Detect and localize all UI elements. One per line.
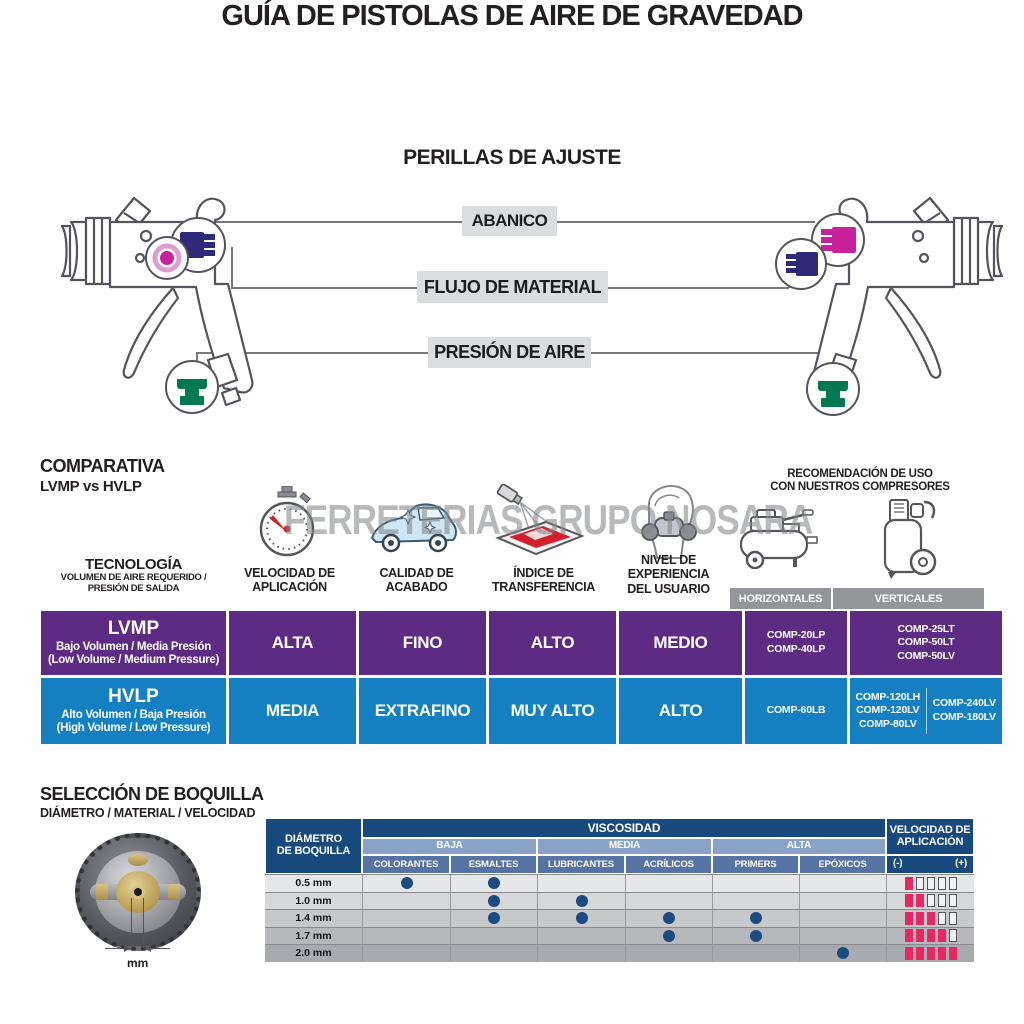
material-dot <box>663 912 675 924</box>
speed-segment-filled <box>927 929 935 942</box>
nozzle-dot-cell <box>450 909 537 927</box>
nozzle-dot-cell <box>450 892 537 910</box>
material-dot <box>663 930 675 942</box>
compressor-vertical-icon <box>876 496 942 580</box>
column-header-nivel: NIVEL DE EXPERIENCIA DEL USUARIO <box>627 553 710 596</box>
hvlp-calidad: EXTRAFINO <box>359 678 486 744</box>
nozzle-dot-cell <box>712 944 799 962</box>
column-header-tecnologia: TECNOLOGÍA VOLUMEN DE AIRE REQUERIDO / PRESIÓN DE SALIDA <box>60 556 207 595</box>
speed-segment-filled <box>905 947 913 960</box>
nozzle-dot-cell <box>537 927 625 945</box>
material-dot <box>576 912 588 924</box>
speed-segment-filled <box>949 947 957 960</box>
hvlp-tech-cell: HVLP Alto Volumen / Baja Presión (High Volume / Low Pressure) <box>41 678 226 744</box>
lvmp-nivel: MEDIO <box>619 611 742 675</box>
mm-arrowhead-right <box>144 944 151 952</box>
nozzle-row-diameter: 1.0 mm <box>265 892 362 910</box>
nozzle-dot-cell <box>799 892 886 910</box>
nozzle-dot-cell <box>625 874 712 892</box>
nozzle-row-diameter: 0.5 mm <box>265 874 362 892</box>
lvmp-calidad: FINO <box>359 611 486 675</box>
comparison-table <box>41 611 1002 744</box>
material-dot <box>837 947 849 959</box>
speed-minus: (-) <box>893 858 903 870</box>
viscosity-header: VISCOSIDAD <box>362 818 886 838</box>
speed-segment-filled <box>938 947 946 960</box>
speed-segment-empty <box>949 877 957 890</box>
lvmp-horizontales: COMP-20LP COMP-40LP <box>745 611 847 675</box>
speed-scale-row <box>886 855 974 874</box>
nozzle-dot-cell <box>537 892 625 910</box>
material-primers: PRIMERS <box>712 855 799 874</box>
speed-segment-empty <box>949 912 957 925</box>
flujo-line-right <box>608 287 789 289</box>
hvlp-horizontales: COMP-60LB <box>745 678 847 744</box>
nozzle-dot-cell <box>362 892 450 910</box>
nozzle-horn-left <box>96 884 108 900</box>
nozzle-dot-cell <box>537 944 625 962</box>
material-dot <box>750 912 762 924</box>
lvmp-indice: ALTO <box>489 611 616 675</box>
mm-guide-left <box>131 898 132 948</box>
nozzle-top-nub <box>128 854 148 866</box>
nozzle-table <box>265 818 974 962</box>
speed-segment-empty <box>938 894 946 907</box>
lvmp-velocidad: ALTA <box>229 611 356 675</box>
speed-segment-filled <box>916 912 924 925</box>
speed-rating-cell <box>886 944 974 962</box>
nozzle-dot-cell <box>712 927 799 945</box>
nozzle-dot-cell <box>712 892 799 910</box>
nozzle-dot-cell <box>799 927 886 945</box>
presion-knob-icon <box>805 361 861 417</box>
presion-knob-icon <box>164 359 220 415</box>
nozzle-dot-cell <box>799 944 886 962</box>
speed-segment-filled <box>905 894 913 907</box>
group-baja: BAJA <box>362 838 537 855</box>
horizontales-bar: HORIZONTALES <box>730 588 831 609</box>
column-header-calidad: CALIDAD DE ACABADO <box>379 566 454 595</box>
speed-segment-filled <box>905 912 913 925</box>
lvmp-verticales: COMP-25LT COMP-50LT COMP-50LV <box>850 611 1002 675</box>
nozzle-dot-cell <box>537 909 625 927</box>
nozzle-dot-cell <box>362 874 450 892</box>
speed-header: VELOCIDAD DE APLICACIÓN <box>886 818 974 855</box>
nozzle-horn-right <box>168 884 180 900</box>
hvlp-indice: MUY ALTO <box>489 678 616 744</box>
hvlp-verticales: COMP-120LH COMP-120LV COMP-80LV COMP-240LV COMP-180LV <box>850 678 1002 744</box>
speed-plus: (+) <box>955 858 967 870</box>
nozzle-row-diameter: 2.0 mm <box>265 944 362 962</box>
material-dot <box>488 877 500 889</box>
flujo-knob-icon <box>773 236 829 292</box>
presion-label: PRESIÓN DE AIRE <box>428 337 591 368</box>
nozzle-dot-cell <box>450 927 537 945</box>
mm-label: mm <box>127 956 149 970</box>
hvlp-velocidad: MEDIA <box>229 678 356 744</box>
nozzle-dot-cell <box>799 909 886 927</box>
nozzle-dot-cell <box>625 944 712 962</box>
nozzle-dot-cell <box>625 909 712 927</box>
material-dot <box>488 912 500 924</box>
hvlp-nivel: ALTO <box>619 678 742 744</box>
nozzle-dot-cell <box>537 874 625 892</box>
material-colorantes: COLORANTES <box>362 855 450 874</box>
comparison-subheading: LVMP vs HVLP <box>40 478 142 495</box>
nozzle-row-diameter: 1.4 mm <box>265 909 362 927</box>
nozzle-dot-cell <box>450 944 537 962</box>
material-dot <box>576 895 588 907</box>
nozzle-dot-cell <box>450 874 537 892</box>
nozzle-dot-cell <box>362 927 450 945</box>
speed-segment-empty <box>916 877 924 890</box>
knobs-section-title: PERILLAS DE AJUSTE <box>403 146 621 169</box>
nozzle-dot-cell <box>362 944 450 962</box>
compressor-recommendation-header: RECOMENDACIÓN DE USO CON NUESTROS COMPRESORES <box>770 468 950 494</box>
speed-segment-filled <box>927 947 935 960</box>
speed-segment-empty <box>938 912 946 925</box>
speed-segment-empty <box>927 894 935 907</box>
speed-segment-filled <box>905 877 913 890</box>
nozzle-dot-cell <box>799 874 886 892</box>
nozzle-heading: SELECCIÓN DE BOQUILLA <box>40 784 264 804</box>
speed-segment-filled <box>927 912 935 925</box>
material-dot <box>488 895 500 907</box>
mm-arrowhead-left <box>124 944 131 952</box>
speed-segment-filled <box>916 929 924 942</box>
group-media: MEDIA <box>537 838 712 855</box>
lvmp-tech-cell: LVMP Bajo Volumen / Media Presión (Low Volume / Medium Pressure) <box>41 611 226 675</box>
speed-segment-filled <box>916 947 924 960</box>
speed-segment-filled <box>916 894 924 907</box>
nozzle-dot-cell <box>625 927 712 945</box>
watermark: FERRETERIAS GRUPO NOSARA <box>284 497 813 544</box>
speed-segment-empty <box>949 929 957 942</box>
nozzle-dot-cell <box>712 909 799 927</box>
comparison-heading: COMPARATIVA <box>40 456 165 476</box>
material-dot <box>750 930 762 942</box>
nozzle-dot-cell <box>625 892 712 910</box>
material-epoxicos: EPÓXICOS <box>799 855 886 874</box>
verticales-bar: VERTICALES <box>833 588 984 609</box>
page-title: GUÍA DE PISTOLAS DE AIRE DE GRAVEDAD <box>221 0 803 32</box>
material-esmaltes: ESMALTES <box>450 855 537 874</box>
speed-rating-cell <box>886 874 974 892</box>
mm-guide-right <box>143 898 144 948</box>
diameter-header: DIÁMETRO DE BOQUILLA <box>265 818 362 874</box>
speed-segment-empty <box>938 877 946 890</box>
speed-rating-cell <box>886 892 974 910</box>
speed-segment-filled <box>938 929 946 942</box>
nozzle-subheading: DIÁMETRO / MATERIAL / VELOCIDAD <box>40 806 256 820</box>
group-alta: ALTA <box>712 838 886 855</box>
speed-segment-empty <box>927 877 935 890</box>
speed-segment-empty <box>949 894 957 907</box>
abanico-label: ABANICO <box>462 206 557 236</box>
nozzle-dot-cell <box>712 874 799 892</box>
speed-segment-filled <box>905 929 913 942</box>
speed-rating-cell <box>886 927 974 945</box>
material-dot <box>401 877 413 889</box>
speed-rating-cell <box>886 909 974 927</box>
nozzle-hole <box>131 885 145 899</box>
abanico-knob-icon <box>144 235 190 281</box>
spray-gun-right <box>766 192 1006 417</box>
column-header-indice: ÍNDICE DE TRANSFERENCIA <box>491 566 596 595</box>
column-header-velocidad: VELOCIDAD DE APLICACIÓN <box>244 566 335 595</box>
material-acrilicos: ACRÍLICOS <box>625 855 712 874</box>
nozzle-row-diameter: 1.7 mm <box>265 927 362 945</box>
material-lubricantes: LUBRICANTES <box>537 855 625 874</box>
nozzle-dot-cell <box>362 909 450 927</box>
flujo-label: FLUJO DE MATERIAL <box>417 271 608 303</box>
